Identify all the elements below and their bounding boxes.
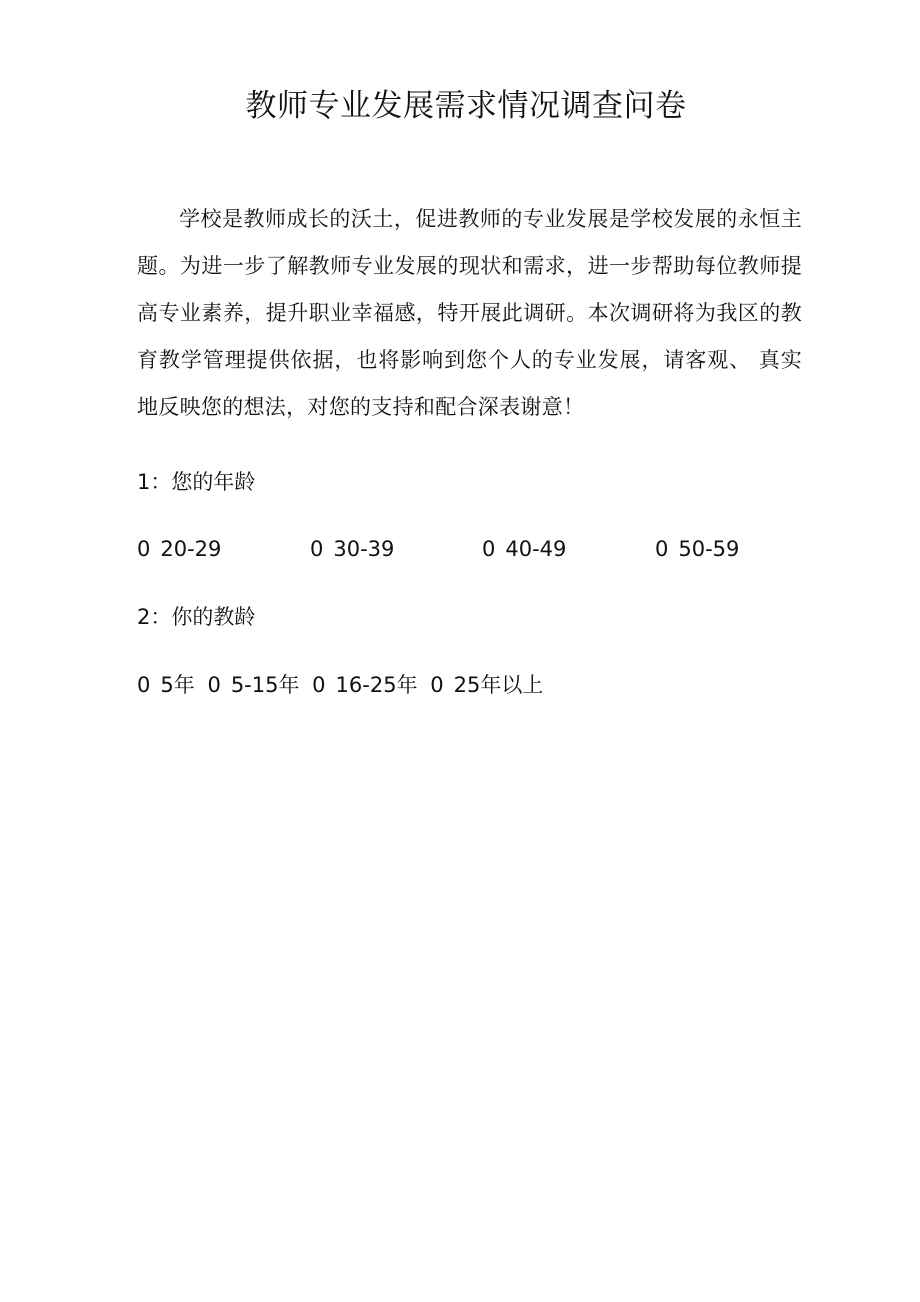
option-mark: 0 xyxy=(655,537,669,561)
option-mark: 0 xyxy=(137,673,151,697)
option-label: 20-29 xyxy=(160,537,222,561)
option-mark: 0 xyxy=(312,673,326,697)
option-mark: 0 xyxy=(137,537,151,561)
option-label: 30-39 xyxy=(333,537,395,561)
option-label: 16-25年 xyxy=(335,673,418,697)
question-1-label: 1：您的年龄 xyxy=(137,470,256,494)
question-2-label: 2：你的教龄 xyxy=(137,605,256,629)
question-2-options xyxy=(137,670,543,700)
age-option-50-59[interactable] xyxy=(655,534,739,564)
page-title: 教师专业发展需求情况调查问卷 xyxy=(245,88,687,124)
option-label: 40-49 xyxy=(505,537,567,561)
age-option-20-29[interactable] xyxy=(137,534,221,564)
option-label: 5-15年 xyxy=(230,673,300,697)
age-option-30-39[interactable] xyxy=(310,534,394,564)
option-mark: 0 xyxy=(482,537,496,561)
teaching-years-option-25-plus[interactable] xyxy=(430,673,543,697)
option-label: 5年 xyxy=(160,673,195,697)
teaching-years-option-5[interactable] xyxy=(137,673,195,697)
intro-paragraph: 学校是教师成长的沃土，促进教师的专业发展是学校发展的永恒主题。为进一步了解教师专业发展的现状和需求，进一步帮助每位教师提高专业素养，提升职业幸福感，特开展此调研。本次调研将为我区的教育教学管理提供依据，也将影响到您个人的专业发展，请客观、 真实地反映您的想法，对您的支持和配合深表谢意！ xyxy=(137,207,802,419)
option-mark: 0 xyxy=(207,673,221,697)
teaching-years-option-5-15[interactable] xyxy=(207,673,299,697)
option-mark: 0 xyxy=(430,673,444,697)
age-option-40-49[interactable] xyxy=(482,534,566,564)
option-mark: 0 xyxy=(310,537,324,561)
option-label: 25年以上 xyxy=(453,673,544,697)
option-label: 50-59 xyxy=(678,537,740,561)
teaching-years-option-16-25[interactable] xyxy=(312,673,417,697)
